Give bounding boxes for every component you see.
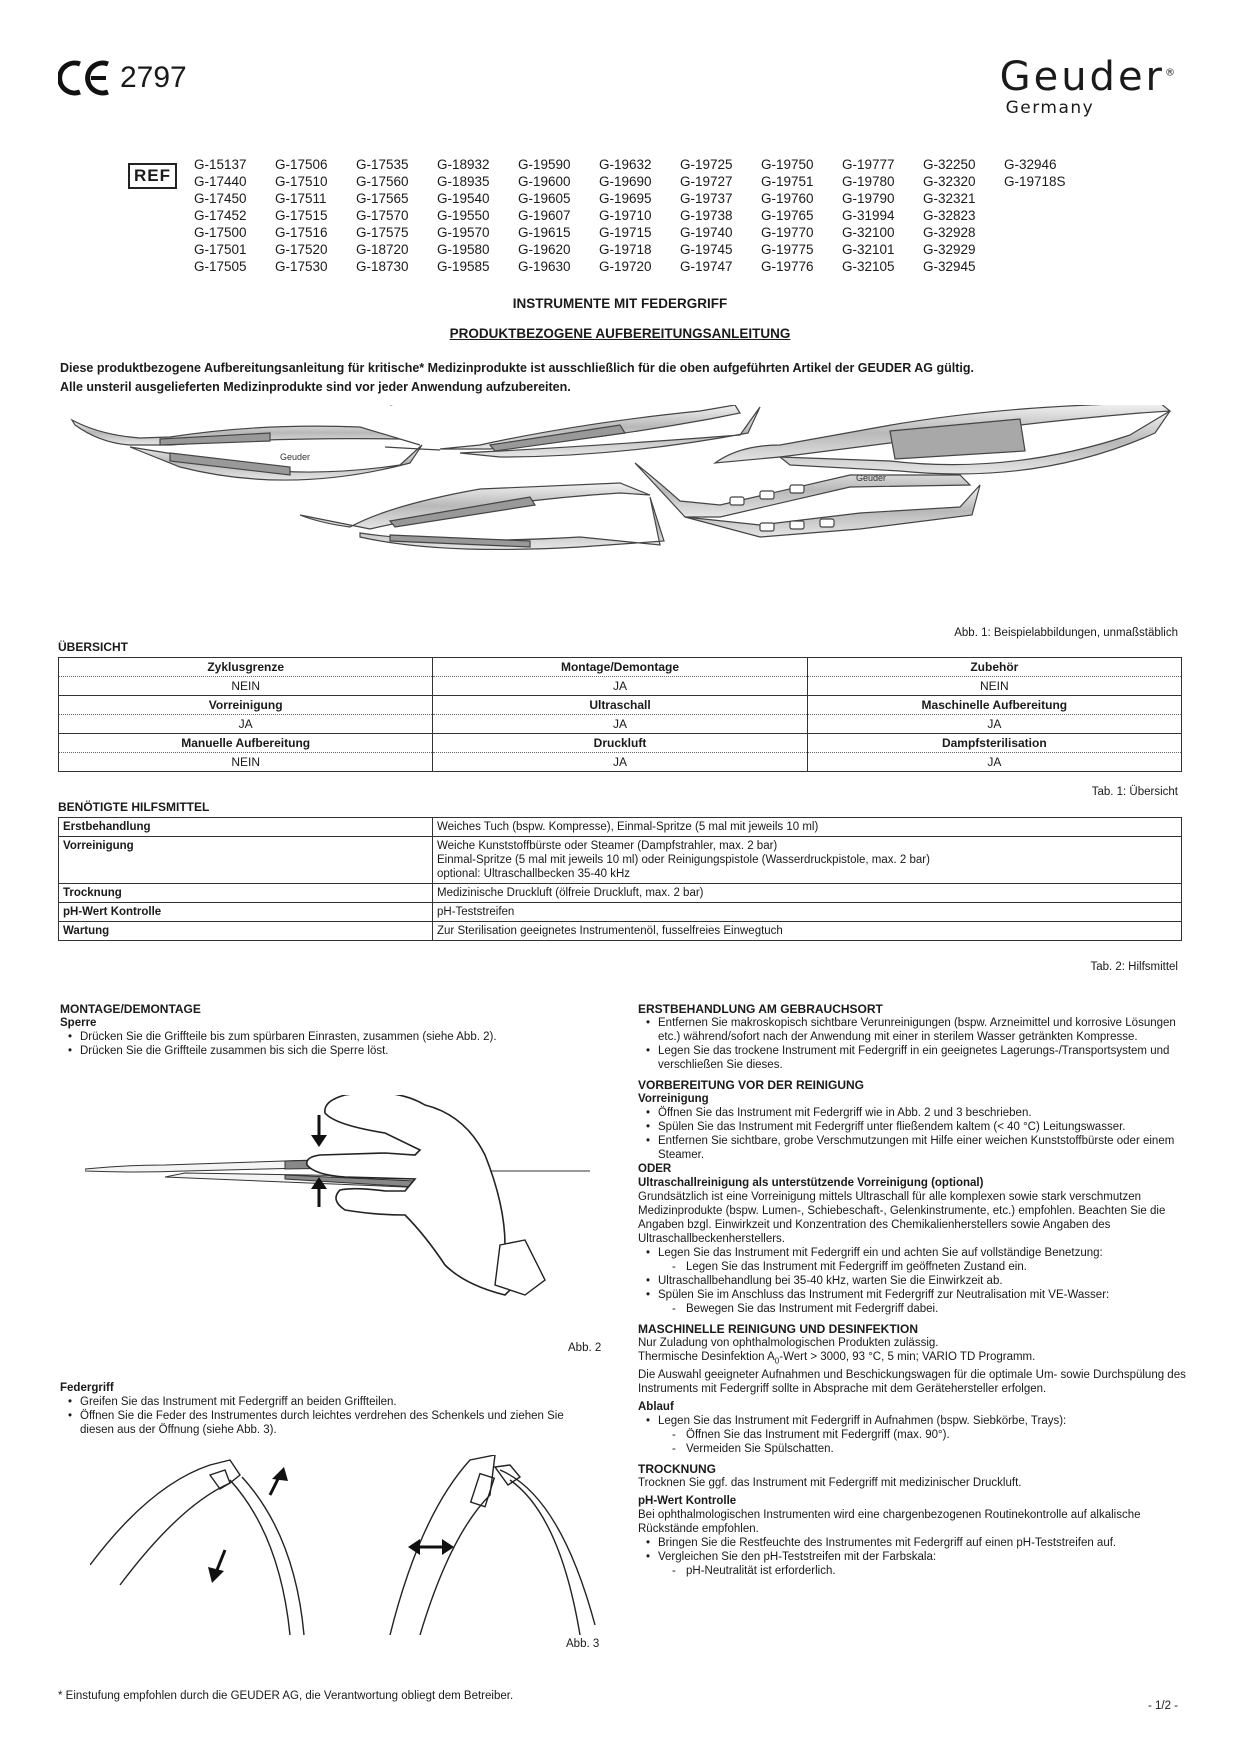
ref-article-number: G-19720 [599, 259, 652, 274]
ref-article-number: G-19775 [761, 242, 814, 257]
left-column [60, 1002, 600, 1058]
overview-label: Zubehör [807, 658, 1181, 677]
ref-article-number: G-17535 [356, 157, 409, 172]
ref-article-number: G-19630 [518, 259, 571, 274]
ref-article-number: G-19737 [680, 191, 733, 206]
ref-article-number: G-17516 [275, 225, 328, 240]
ref-article-number: G-19690 [599, 174, 652, 189]
ref-article-number: G-19780 [842, 174, 895, 189]
maschinelle-text-2 [638, 1350, 1186, 1368]
ref-article-number [1004, 190, 1074, 207]
federgriff-list [60, 1395, 590, 1437]
tools-row [59, 903, 1182, 922]
tools-value-line: pH-Teststreifen [437, 906, 515, 918]
list-item: • Entfernen Sie makroskopisch sichtbare Verunreinigungen (bspw. Arzneimittel und korrosive Lösungen etc.) während/sofort nach der Anwendung mit einer in sterilem Wasser getränkten Kompresse. [638, 1016, 1186, 1044]
list-item: • Drücken Sie die Griffteile bis zum spürbaren Einrasten, zusammen (siehe Abb. 2). [60, 1030, 600, 1044]
sub-list-item: - Bewegen Sie das Instrument mit Federgriff dabei. [638, 1302, 1186, 1316]
overview-value: NEIN [59, 677, 433, 696]
tools-key: Vorreinigung [59, 837, 433, 884]
overview-value: NEIN [807, 677, 1181, 696]
ref-article-number: G-19770 [761, 225, 814, 240]
ref-article-number: G-32945 [923, 259, 976, 274]
tools-value-line: Zur Sterilisation geeignetes Instrumentenöl, fusselfreies Einwegtuch [437, 925, 783, 937]
overview-value: JA [433, 677, 807, 696]
figure-3-caption: Abb. 3 [566, 1638, 600, 1650]
ref-article-number: G-17450 [194, 191, 247, 206]
ultraschall-text: Grundsätzlich ist eine Vorreinigung mittels Ultraschall für alle komplexen sowie stark verschmutzen Medizinprodukte (bspw. Lumen-, Schiebeschaft-, Gelenkinstrumente, etc.) empfohlen. Beachten Sie die Angaben bzgl. Einwirkzeit und Konzentration des Chemikalienherstellers sowie Angaben des Ultraschallbeckenherstellers. [638, 1191, 1166, 1245]
brand-logo [1000, 54, 1178, 118]
ref-article-number: G-17506 [275, 157, 328, 172]
overview-value: JA [807, 715, 1181, 734]
ref-article-number: G-19632 [599, 157, 652, 172]
ref-article-number: G-17565 [356, 191, 409, 206]
overview-value: JA [807, 753, 1181, 772]
ref-article-number: G-19777 [842, 157, 895, 172]
montage-heading: MONTAGE/DEMONTAGE [60, 1002, 201, 1016]
ref-article-number: G-19718 [599, 242, 652, 257]
tools-value-line: Weiches Tuch (bspw. Kompresse), Einmal-Spritze (5 mal mit jeweils 10 ml) [437, 821, 819, 833]
sub-list-item: - Vermeiden Sie Spülschatten. [638, 1442, 1186, 1456]
overview-value-row [59, 715, 1182, 734]
figure-2-hand-illustration [85, 1095, 590, 1345]
tools-value-line: optional: Ultraschallbecken 35-40 kHz [437, 868, 631, 880]
ref-article-number: G-19776 [761, 259, 814, 274]
ref-article-number: G-32321 [923, 191, 976, 206]
glove-cuff [495, 1240, 545, 1295]
overview-header-row [59, 658, 1182, 677]
ref-article-number: G-19570 [437, 225, 490, 240]
sub-list-item: - Legen Sie das Instrument mit Federgriff im geöffneten Zustand ein. [638, 1260, 1186, 1274]
tools-heading: BENÖTIGTE HILFSMITTEL [58, 800, 210, 814]
tools-value [433, 922, 1182, 941]
ref-article-number: G-17515 [275, 208, 328, 223]
ref-article-number [1004, 224, 1074, 241]
brand-name: Geuder [999, 54, 1165, 100]
trocknung-heading: TROCKNUNG [638, 1462, 716, 1477]
tools-key: Trocknung [59, 884, 433, 903]
tools-key: Erstbehandlung [59, 818, 433, 837]
subscript: 0 [774, 1356, 780, 1366]
overview-label: Ultraschall [433, 696, 807, 715]
ph-text: Bei ophthalmologischen Instrumenten wird eine chargenbezogenen Routinekontrolle auf alkalische Rückstände empfohlen. [638, 1509, 1141, 1536]
sub-list-item: - Öffnen Sie das Instrument mit Federgriff (max. 90°). [638, 1428, 1186, 1442]
tools-value-line: Weiche Kunststoffbürste oder Steamer (Dampfstrahler, max. 2 bar) [437, 840, 778, 852]
overview-label: Manuelle Aufbereitung [59, 734, 433, 753]
ref-article-number: G-31994 [842, 208, 895, 223]
instrument-drawing-1 [72, 420, 422, 480]
ref-article-number: G-19747 [680, 259, 733, 274]
tools-value [433, 818, 1182, 837]
overview-header-row [59, 696, 1182, 715]
ref-article-number: G-17511 [275, 191, 327, 206]
ref-article-number: G-32320 [923, 174, 976, 189]
ref-article-number: G-19725 [680, 157, 733, 172]
ref-article-number: G-32929 [923, 242, 976, 257]
document-subtitle: PRODUKTBEZOGENE AUFBEREITUNGSANLEITUNG [449, 326, 791, 341]
ref-article-number: G-19605 [518, 191, 571, 206]
overview-value: JA [433, 715, 807, 734]
page-number: - 1/2 - [1147, 1700, 1178, 1712]
instrument-drawing-4 [300, 483, 664, 549]
ref-article-number: G-18730 [356, 259, 409, 274]
trocknung-text: Trocknen Sie ggf. das Instrument mit Federgriff mit medizinischer Druckluft. [638, 1477, 1022, 1490]
ref-article-number: G-19727 [680, 174, 733, 189]
ref-article-number: G-32946 [1004, 157, 1057, 172]
double-arrow-icon [408, 1539, 454, 1555]
footnote: * Einstufung empfohlen durch die GEUDER AG, die Verantwortung obliegt dem Betreiber. [58, 1690, 514, 1702]
sub-list-item: - pH-Neutralität ist erforderlich. [638, 1564, 1186, 1578]
ref-article-number: G-18720 [356, 242, 409, 257]
ref-article-number: G-19710 [599, 208, 652, 223]
ph-heading: pH-Wert Kontrolle [638, 1495, 737, 1508]
ref-article-number: G-19580 [437, 242, 490, 257]
intro-line-2: Alle unsteril ausgelieferten Medizinprodukte sind vor jeder Anwendung aufzubereiten. [60, 380, 571, 394]
overview-table-caption: Tab. 1: Übersicht [1091, 786, 1178, 798]
ref-article-number: G-19590 [518, 157, 571, 172]
ref-article-number: G-18935 [437, 174, 490, 189]
ultraschall-heading: Ultraschallreinigung als unterstützende Vorreinigung (optional) [638, 1177, 984, 1189]
ref-article-number: G-32823 [923, 208, 976, 223]
tools-key: pH-Wert Kontrolle [59, 903, 433, 922]
ref-article-number: G-17570 [356, 208, 409, 223]
list-item: • Öffnen Sie die Feder des Instrumentes durch leichtes verdrehen des Schenkels und ziehen Sie diesen aus der Öffnung (siehe Abb. 3). [60, 1409, 590, 1437]
intro-text [60, 359, 1180, 397]
list-item: • Bringen Sie die Restfeuchte des Instrumentes mit Federgriff auf einen pH-Teststreifen auf. [638, 1536, 1186, 1550]
list-item: • Drücken Sie die Griffteile zusammen bis sich die Sperre löst. [60, 1044, 600, 1058]
ablauf-list [638, 1414, 1186, 1456]
instrument-illustrations [60, 405, 1180, 620]
tools-row [59, 922, 1182, 941]
ref-article-number: G-19790 [842, 191, 895, 206]
maschinelle-heading: MASCHINELLE REINIGUNG UND DESINFEKTION [638, 1322, 919, 1336]
ref-article-number: G-19550 [437, 208, 490, 223]
instrument-drawing-2 [385, 405, 760, 457]
maschinelle-text-3: Die Auswahl geeigneter Aufnahmen und Beschickungswagen für die optimale Um- sowie Durchspülung des Instruments mit Federgriff sollte in Absprache mit dem Gerätehersteller erfolgen. [638, 1369, 1186, 1396]
tools-key: Wartung [59, 922, 433, 941]
list-item: • Vergleichen Sie den pH-Teststreifen mit der Farbskala: [638, 1550, 1186, 1564]
ref-article-number: G-19745 [680, 242, 733, 257]
ref-article-number: G-19760 [761, 191, 814, 206]
tools-table-caption: Tab. 2: Hilfsmittel [1090, 961, 1178, 973]
overview-value: JA [433, 753, 807, 772]
ultraschall-list [638, 1246, 1186, 1316]
tools-row [59, 837, 1182, 884]
ref-article-number: G-19615 [518, 225, 571, 240]
ref-article-number: G-19607 [518, 208, 571, 223]
list-item: • Öffnen Sie das Instrument mit Federgriff wie in Abb. 2 und 3 beschrieben. [638, 1106, 1186, 1120]
tools-value-line: Medizinische Druckluft (ölfreie Druckluft, max. 2 bar) [437, 887, 704, 899]
ref-article-number: G-19540 [437, 191, 490, 206]
ref-article-number: G-19765 [761, 208, 814, 223]
ref-article-number: G-19600 [518, 174, 571, 189]
ref-article-number: G-19620 [518, 242, 571, 257]
tools-value [433, 903, 1182, 922]
ref-article-number: G-32250 [923, 157, 976, 172]
ref-article-number: G-17510 [275, 174, 328, 189]
ref-article-number: G-32101 [842, 242, 895, 257]
ref-article-number: G-17505 [194, 259, 247, 274]
ref-article-grid [194, 156, 1074, 275]
erstbehandlung-heading: ERSTBEHANDLUNG AM GEBRAUCHSORT [638, 1002, 883, 1016]
list-item: • Spülen Sie im Anschluss das Instrument mit Federgriff zur Neutralisation mit VE-Wasser: [638, 1288, 1186, 1302]
tools-value [433, 884, 1182, 903]
ce-logo-icon [58, 58, 112, 98]
list-item: • Legen Sie das Instrument mit Federgriff in Aufnahmen (bspw. Siebkörbe, Trays): [638, 1414, 1186, 1428]
list-item: • Spülen Sie das Instrument mit Federgriff unter fließendem kaltem (< 40 °C) Leitungswasser. [638, 1120, 1186, 1134]
list-item: • Greifen Sie das Instrument mit Federgriff an beiden Griffteilen. [60, 1395, 590, 1409]
overview-table [58, 657, 1182, 772]
brand-country: Germany [1005, 98, 1095, 118]
ref-article-number: G-19585 [437, 259, 490, 274]
press-arrow-down-icon [311, 1115, 327, 1147]
instrument-drawing-5 [635, 463, 980, 537]
overview-value-row [59, 677, 1182, 696]
document-title: INSTRUMENTE MIT FEDERGRIFF [512, 296, 728, 311]
vorbereitung-heading: VORBEREITUNG VOR DER REINIGUNG [638, 1078, 865, 1092]
ref-article-number: G-19695 [599, 191, 652, 206]
list-item: • Legen Sie das Instrument mit Federgriff ein und achten Sie auf vollständige Benetzung: [638, 1246, 1186, 1260]
instrument-drawing-3 [715, 405, 1170, 474]
registered-mark: ® [1165, 67, 1178, 79]
overview-value: JA [59, 715, 433, 734]
overview-header-row [59, 734, 1182, 753]
maschinelle-text-1: Nur Zuladung von ophthalmologischen Produkten zulässig. [638, 1337, 939, 1349]
ref-article-number: G-32105 [842, 259, 895, 274]
ref-label: REF [128, 163, 177, 189]
ref-article-number: G-17501 [194, 242, 247, 257]
ce-mark [58, 58, 187, 98]
tools-value [433, 837, 1182, 884]
spring-handle-left [90, 1460, 304, 1635]
overview-heading: ÜBERSICHT [58, 640, 129, 654]
text-span: -Wert > 3000, 93 °C, 5 min; VARIO TD Programm. [779, 1351, 1036, 1363]
sperre-list [60, 1030, 600, 1058]
figure-3-spring-illustration [90, 1455, 600, 1635]
ref-article-number: G-19750 [761, 157, 814, 172]
federgriff-heading: Federgriff [60, 1382, 114, 1394]
overview-label: Montage/Demontage [433, 658, 807, 677]
overview-value-row [59, 753, 1182, 772]
erstbehandlung-list [638, 1016, 1186, 1072]
ref-article-number: G-19718S [1004, 174, 1066, 189]
ablauf-heading: Ablauf [638, 1401, 674, 1414]
ref-article-number: G-32100 [842, 225, 895, 240]
instrument-engraving-5: Geuder [856, 473, 887, 483]
federgriff-section [60, 1381, 590, 1437]
vorreinigung-heading: Vorreinigung [638, 1093, 709, 1105]
instrument-engraving-1: Geuder [280, 452, 311, 462]
tools-row [59, 884, 1182, 903]
tools-row [59, 818, 1182, 837]
list-item: • Legen Sie das trockene Instrument mit Federgriff in ein geeignetes Lagerungs-/Transportsystem und verschließen Sie dieses. [638, 1044, 1186, 1072]
overview-label: Druckluft [433, 734, 807, 753]
list-item: • Entfernen Sie sichtbare, grobe Verschmutzungen mit Hilfe einer weichen Kunststoffbürste oder einem Steamer. [638, 1134, 1186, 1162]
overview-label: Maschinelle Aufbereitung [807, 696, 1181, 715]
hand-outline [307, 1095, 525, 1295]
figure-1-caption: Abb. 1: Beispielabbildungen, unmaßstäblich [954, 627, 1178, 639]
overview-value: NEIN [59, 753, 433, 772]
notified-body-number: 2797 [120, 61, 187, 94]
ref-article-number: G-17500 [194, 225, 247, 240]
ref-article-number: G-17452 [194, 208, 247, 223]
vorreinigung-list [638, 1106, 1186, 1162]
ref-article-number: G-17520 [275, 242, 328, 257]
intro-line-1: Diese produktbezogene Aufbereitungsanleitung für kritische* Medizinprodukte ist ausschließlich für die oben aufgeführten Artikel der GEUDER AG gültig. [60, 361, 974, 375]
ref-article-number: G-19738 [680, 208, 733, 223]
ref-article-number [1004, 207, 1074, 224]
ref-article-number: G-17575 [356, 225, 409, 240]
ref-article-number: G-17560 [356, 174, 409, 189]
ref-article-number: G-19740 [680, 225, 733, 240]
list-item: • Ultraschallbehandlung bei 35-40 kHz, warten Sie die Einwirkzeit ab. [638, 1274, 1186, 1288]
ref-article-number: G-19715 [599, 225, 652, 240]
ref-article-number: G-18932 [437, 157, 490, 172]
ref-article-number: G-17530 [275, 259, 328, 274]
overview-label: Zyklusgrenze [59, 658, 433, 677]
right-column [638, 1002, 1186, 1578]
ref-article-number: G-17440 [194, 174, 247, 189]
ref-article-number [1004, 241, 1074, 258]
ref-article-number: G-32928 [923, 225, 976, 240]
ph-list [638, 1536, 1186, 1578]
overview-label: Vorreinigung [59, 696, 433, 715]
tools-table [58, 817, 1182, 941]
ref-article-number: G-19751 [761, 174, 814, 189]
figure-2-caption: Abb. 2 [568, 1342, 602, 1354]
sperre-heading: Sperre [60, 1017, 97, 1029]
text-span: Thermische Desinfektion A [638, 1351, 775, 1363]
tools-value-line: Einmal-Spritze (5 mal mit jeweils 10 ml) oder Reinigungspistole (Wasserdruckpistole, max. 2 bar) [437, 854, 930, 866]
overview-label: Dampfsterilisation [807, 734, 1181, 753]
ref-article-number: G-15137 [194, 157, 247, 172]
oder-label: ODER [638, 1163, 672, 1175]
ref-article-number [1004, 258, 1074, 275]
spring-handle-right [390, 1455, 595, 1635]
